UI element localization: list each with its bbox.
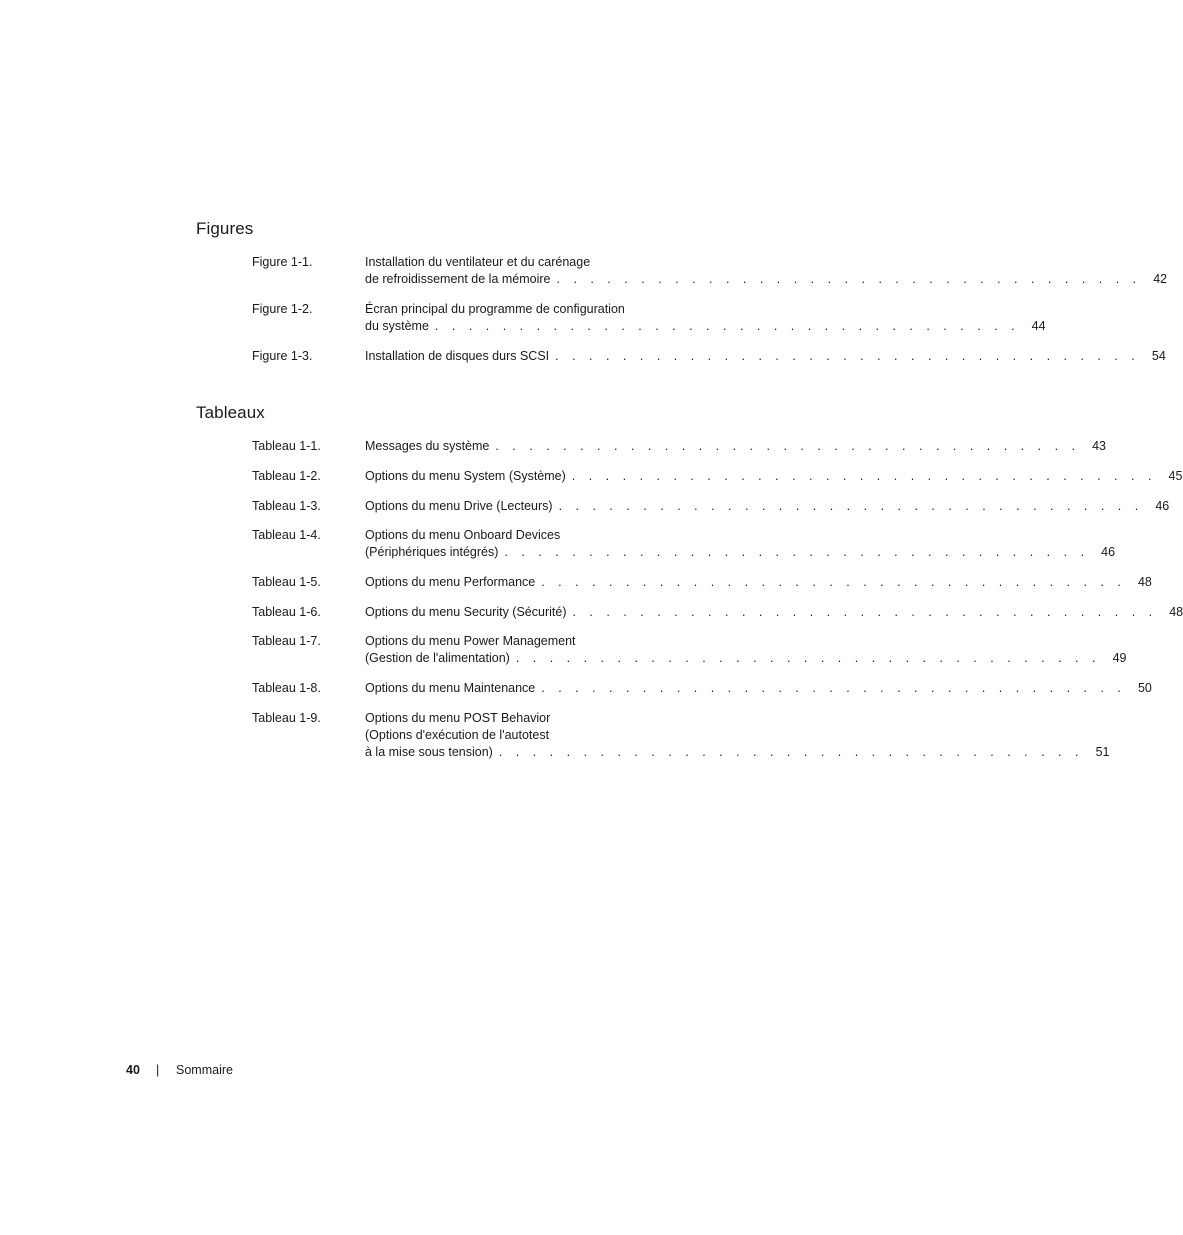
entry-label: Figure 1-3. — [252, 349, 313, 363]
dot-leader: . . . . . . . . . . . . . . . . . . . . . . . . . . . . . . . . . . . — [515, 651, 1101, 665]
entry-page-number: 43 — [1092, 439, 1106, 453]
entry-label: Tableau 1-3. — [252, 499, 321, 513]
entry-page-number: 50 — [1137, 681, 1152, 695]
dot-leader: . . . . . . . . . . . . . . . . . . . . . . . . . . . . . . . . . . . — [558, 499, 1144, 513]
entry-title: Options du menu System (Système) — [365, 469, 566, 483]
entry-title: de refroidissement de la mémoire — [365, 272, 551, 286]
entry-label: Tableau 1-4. — [252, 528, 321, 542]
entry-page-number: 46 — [1155, 499, 1170, 513]
entry-page-number: 49 — [1112, 651, 1127, 665]
entry-page-number: 44 — [1031, 319, 1046, 333]
dot-leader: . . . . . . . . . . . . . . . . . . . . . . . . . . . . . . . . . . . — [541, 681, 1126, 695]
figures-heading: Figures — [196, 219, 254, 238]
entry-label: Tableau 1-7. — [252, 634, 321, 648]
entry-title-line: Installation du ventilateur et du carénage — [365, 255, 591, 269]
tableaux-heading: Tableaux — [196, 403, 265, 422]
entry-page-number: 51 — [1095, 745, 1110, 759]
entry-title-line: Options du menu Power Management — [365, 634, 576, 648]
dot-leader: . . . . . . . . . . . . . . . . . . . . . . . . . . . . . . . . . . . — [571, 469, 1157, 483]
dot-leader: . . . . . . . . . . . . . . . . . . . . . . . . . . . . . . . . . . . — [556, 272, 1142, 286]
footer-section-title: Sommaire — [176, 1063, 233, 1077]
entry-title: (Gestion de l'alimentation) — [365, 651, 510, 665]
entry-title: Options du menu Performance — [365, 575, 536, 589]
dot-leader: . . . . . . . . . . . . . . . . . . . . . . . . . . . . . . . . . . . — [434, 319, 1020, 333]
entry-label: Figure 1-2. — [252, 302, 313, 316]
entry-title: Options du menu Drive (Lecteurs) — [365, 499, 553, 513]
page-footer — [126, 1062, 233, 1079]
dot-leader: . . . . . . . . . . . . . . . . . . . . . . . . . . . . . . . . . . . — [495, 439, 1080, 453]
entry-page-number: 42 — [1153, 272, 1168, 286]
entry-title: (Périphériques intégrés) — [365, 545, 499, 559]
entry-page-number: 54 — [1151, 349, 1166, 363]
entry-label: Tableau 1-8. — [252, 681, 321, 695]
entry-label: Tableau 1-9. — [252, 711, 321, 725]
entry-label: Tableau 1-1. — [252, 439, 321, 453]
entry-page-number: 45 — [1168, 469, 1183, 483]
entry-title-line: (Options d'exécution de l'autotest — [365, 728, 550, 742]
entry-label: Tableau 1-2. — [252, 469, 321, 483]
entry-label: Figure 1-1. — [252, 255, 313, 269]
entry-label: Tableau 1-5. — [252, 575, 321, 589]
entry-title-line: Écran principal du programme de configuration — [365, 302, 625, 316]
entry-page-number: 48 — [1137, 575, 1152, 589]
dot-leader: . . . . . . . . . . . . . . . . . . . . . . . . . . . . . . . . . . . — [504, 545, 1090, 559]
footer-page-number: 40 — [126, 1063, 140, 1077]
entry-title: Installation de disques durs SCSI — [365, 349, 550, 363]
dot-leader: . . . . . . . . . . . . . . . . . . . . . . . . . . . . . . . . . . . — [541, 575, 1126, 589]
dot-leader: . . . . . . . . . . . . . . . . . . . . . . . . . . . . . . . . . . . — [572, 605, 1158, 619]
entry-title: du système — [365, 319, 429, 333]
entry-title: Options du menu Maintenance — [365, 681, 536, 695]
entry-title-line: Options du menu POST Behavior — [365, 711, 551, 725]
entry-page-number: 48 — [1169, 605, 1183, 619]
dot-leader: . . . . . . . . . . . . . . . . . . . . . . . . . . . . . . . . . . . — [555, 349, 1140, 363]
entry-title: Messages du système — [365, 439, 490, 453]
entry-label: Tableau 1-6. — [252, 605, 321, 619]
entry-page-number: 46 — [1101, 545, 1116, 559]
entry-title: à la mise sous tension) — [365, 745, 493, 759]
footer-separator: | — [156, 1063, 160, 1077]
dot-leader: . . . . . . . . . . . . . . . . . . . . . . . . . . . . . . . . . . . — [498, 745, 1084, 759]
entry-title-line: Options du menu Onboard Devices — [365, 528, 561, 542]
entry-title: Options du menu Security (Sécurité) — [365, 605, 567, 619]
